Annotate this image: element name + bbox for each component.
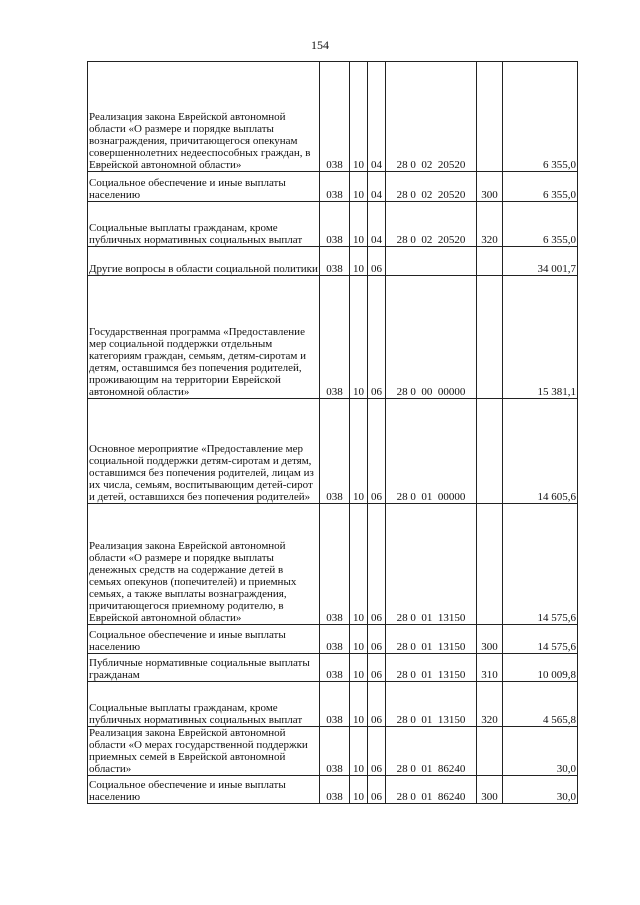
expense-type-cell: [477, 504, 503, 625]
section-code-cell: 10: [350, 172, 368, 202]
article-code-cell: 28 0 01 13150: [386, 625, 477, 654]
page-number: 154: [311, 38, 329, 52]
row-name-cell: Социальные выплаты гражданам, кроме публичных нормативных социальных выплат: [88, 682, 320, 727]
ministry-code-cell: 038: [320, 727, 350, 776]
expense-type-cell: 320: [477, 682, 503, 727]
subsection-code-cell: 06: [368, 727, 386, 776]
amount-cell: 6 355,0: [503, 172, 578, 202]
section-code-cell: 10: [350, 247, 368, 276]
section-code-cell: 10: [350, 727, 368, 776]
row-name-cell: Реализация закона Еврейской автономной области «О размере и порядке выплаты вознаграждения, причитающегося опекунам совершеннолетних недееспособных граждан, в Еврейской автономной области»: [88, 62, 320, 172]
table-row: [88, 62, 578, 172]
section-code-cell: 10: [350, 202, 368, 247]
table-row: [88, 247, 578, 276]
table-row: [88, 399, 578, 504]
subsection-code-cell: 06: [368, 682, 386, 727]
amount-cell: 30,0: [503, 727, 578, 776]
article-code-cell: [386, 247, 477, 276]
row-name-cell: Социальное обеспечение и иные выплаты населению: [88, 776, 320, 804]
ministry-code-cell: 038: [320, 654, 350, 682]
table-row: [88, 276, 578, 399]
ministry-code-cell: 038: [320, 625, 350, 654]
row-name-cell: Социальное обеспечение и иные выплаты населению: [88, 625, 320, 654]
subsection-code-cell: 04: [368, 172, 386, 202]
expense-type-cell: 310: [477, 654, 503, 682]
article-code-cell: 28 0 02 20520: [386, 62, 477, 172]
row-name-cell: Государственная программа «Предоставление мер социальной поддержки отдельным категориям граждан, семьям, детям-сиротам и детям, оставшимся без попечения родителей, проживающим на территории Еврейской автономной области»: [88, 276, 320, 399]
row-name-cell: Другие вопросы в области социальной политики: [88, 247, 320, 276]
budget-table: [87, 61, 578, 804]
ministry-code-cell: 038: [320, 247, 350, 276]
table-row: [88, 625, 578, 654]
table-row: [88, 504, 578, 625]
amount-cell: 30,0: [503, 776, 578, 804]
subsection-code-cell: 06: [368, 276, 386, 399]
article-code-cell: 28 0 01 86240: [386, 776, 477, 804]
expense-type-cell: [477, 276, 503, 399]
subsection-code-cell: 06: [368, 247, 386, 276]
ministry-code-cell: 038: [320, 62, 350, 172]
expense-type-cell: [477, 62, 503, 172]
row-name-cell: Социальные выплаты гражданам, кроме публичных нормативных социальных выплат: [88, 202, 320, 247]
section-code-cell: 10: [350, 504, 368, 625]
amount-cell: 10 009,8: [503, 654, 578, 682]
amount-cell: 14 575,6: [503, 625, 578, 654]
article-code-cell: 28 0 02 20520: [386, 202, 477, 247]
subsection-code-cell: 06: [368, 504, 386, 625]
row-name-cell: Основное мероприятие «Предоставление мер социальной поддержки детям-сиротам и детям, оставшимся без попечения родителей, лицам из их числа, семьям, воспитывающим детей-сирот и детей, оставшихся без попечения родителей»: [88, 399, 320, 504]
subsection-code-cell: 06: [368, 654, 386, 682]
article-code-cell: 28 0 00 00000: [386, 276, 477, 399]
ministry-code-cell: 038: [320, 276, 350, 399]
section-code-cell: 10: [350, 625, 368, 654]
subsection-code-cell: 06: [368, 625, 386, 654]
amount-cell: 15 381,1: [503, 276, 578, 399]
expense-type-cell: [477, 399, 503, 504]
article-code-cell: 28 0 01 13150: [386, 654, 477, 682]
amount-cell: 14 605,6: [503, 399, 578, 504]
expense-type-cell: 300: [477, 776, 503, 804]
article-code-cell: 28 0 02 20520: [386, 172, 477, 202]
article-code-cell: 28 0 01 00000: [386, 399, 477, 504]
section-code-cell: 10: [350, 399, 368, 504]
section-code-cell: 10: [350, 776, 368, 804]
section-code-cell: 10: [350, 682, 368, 727]
row-name-cell: Публичные нормативные социальные выплаты гражданам: [88, 654, 320, 682]
expense-type-cell: [477, 247, 503, 276]
row-name-cell: Реализация закона Еврейской автономной области «О мерах государственной поддержки приемных семей в Еврейской автономной области»: [88, 727, 320, 776]
section-code-cell: 10: [350, 62, 368, 172]
amount-cell: 4 565,8: [503, 682, 578, 727]
expense-type-cell: 300: [477, 625, 503, 654]
row-name-cell: Социальное обеспечение и иные выплаты населению: [88, 172, 320, 202]
subsection-code-cell: 06: [368, 399, 386, 504]
table-row: [88, 172, 578, 202]
article-code-cell: 28 0 01 13150: [386, 504, 477, 625]
row-name-cell: Реализация закона Еврейской автономной области «О размере и порядке выплаты денежных средств на содержание детей в семьях опекунов (попечителей) и приемных семьях, а также выплаты вознаграждения, причитающегося приемному родителю, в Еврейской автономной области»: [88, 504, 320, 625]
ministry-code-cell: 038: [320, 682, 350, 727]
subsection-code-cell: 04: [368, 62, 386, 172]
amount-cell: 6 355,0: [503, 62, 578, 172]
expense-type-cell: [477, 727, 503, 776]
ministry-code-cell: 038: [320, 202, 350, 247]
section-code-cell: 10: [350, 276, 368, 399]
section-code-cell: 10: [350, 654, 368, 682]
amount-cell: 6 355,0: [503, 202, 578, 247]
subsection-code-cell: 04: [368, 202, 386, 247]
ministry-code-cell: 038: [320, 399, 350, 504]
article-code-cell: 28 0 01 13150: [386, 682, 477, 727]
subsection-code-cell: 06: [368, 776, 386, 804]
table-row: [88, 727, 578, 776]
ministry-code-cell: 038: [320, 172, 350, 202]
ministry-code-cell: 038: [320, 504, 350, 625]
expense-type-cell: 320: [477, 202, 503, 247]
article-code-cell: 28 0 01 86240: [386, 727, 477, 776]
table-row: [88, 776, 578, 804]
expense-type-cell: 300: [477, 172, 503, 202]
amount-cell: 14 575,6: [503, 504, 578, 625]
amount-cell: 34 001,7: [503, 247, 578, 276]
table-row: [88, 654, 578, 682]
table-row: [88, 682, 578, 727]
table-row: [88, 202, 578, 247]
ministry-code-cell: 038: [320, 776, 350, 804]
